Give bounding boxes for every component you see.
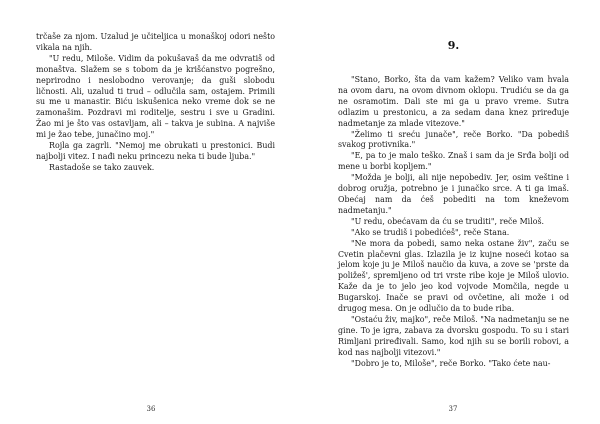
paragraph: "U redu, obećavam da ću se truditi", reče Miloš. xyxy=(351,216,545,226)
paragraph: "Ako se trudiš i pobedićeš", reče Stana. xyxy=(351,227,510,237)
page-number: 37 xyxy=(448,405,458,413)
paragraph: "Dobro je to, Miloše", reče Borko. "Tako ćete nau- xyxy=(351,358,551,368)
page-number: 36 xyxy=(146,405,156,413)
paragraph: trčaše za njom. Uzalud je učiteljica u monaškoj odori nešto vikala na njih. xyxy=(36,32,275,52)
paragraph: "Ostaću živ, majko", reče Miloš. "Na nadmetanju se ne gine. To je igra, zabava za dvorsku gospodu. To su i stari Rimljani priređivali. Samo, kod njih su se borili robovi, a kod nas najbolji vitezovi." xyxy=(338,314,569,357)
paragraph: Rastadoše se tako zauvek. xyxy=(49,162,155,172)
paragraph: Rojla ga zagrli. "Nemoj me obrukati u prestonici. Budi najbolji vitez. I nađi neku princezu neka ti bude ljuba." xyxy=(36,141,275,161)
left-page-text xyxy=(36,32,275,174)
paragraph: "Stano, Borko, šta da vam kažem? Veliko vam hvala na ovom daru, na ovom divnom oklopu. Trudiću se da ga ne osramotim. Dali ste mi ga u pravo vreme. Sutra odlazim u prestonicu, a za sedam dana knez priređuje nadmetanje za mlade vitezove." xyxy=(338,75,569,128)
paragraph: "Ne mora da pobedi, samo neka ostane živ", začu se Cvetin plačevni glas. Izlazila je iz kujne noseći kotao sa jelom koje ju je Miloš naučio da kuva, a zove se 'prste da poližeš', spremljeno od tri vrste ribe koje je Miloš ulovio. Kaže da je to jelo jeo kod vojvode Momčila, negde u Bugarskoj. Inače se pravi od ovčetine, ali može i od drugog mesa. On je odlučio da to bude riba. xyxy=(338,238,569,314)
right-page xyxy=(300,0,600,424)
paragraph: "E, pa to je malo teško. Znaš i sam da je Srđa bolji od mene u borbi kopljem." xyxy=(338,151,569,172)
right-page-text xyxy=(338,75,569,369)
paragraph: "Možda je bolji, ali nije nepobediv. Jer, osim veštine i dobrog oružja, potrebno je i junačko srce. A ti ga imaš. Obećaj nam da ćeš pobediti na tom kneževom nadmetanju." xyxy=(338,173,569,215)
chapter-heading: 9. xyxy=(447,39,460,52)
paragraph: "Želimo ti sreću junače", reče Borko. "Da pobediš svakog protivnika." xyxy=(338,129,569,150)
paragraph: "U redu, Miloše. Vidim da pokušavaš da me odvratiš od monaštva. Slažem se s tobom da je krišćanstvo pogrešno, neprirodno i neslobodno verovanje; da guši slobodu ličnosti. Ali, uzalud ti trud – odlučila sam, ostajem. Primili su me u manastir. Biću iskušenica neko vreme dok se ne zamonašim. Pozdravi mi roditelje, sestru i sve u Gradini. Žao mi je što vas ostavljam, ali – takva je subina. A najviše mi je žao tebe, junačino moj." xyxy=(36,53,275,140)
